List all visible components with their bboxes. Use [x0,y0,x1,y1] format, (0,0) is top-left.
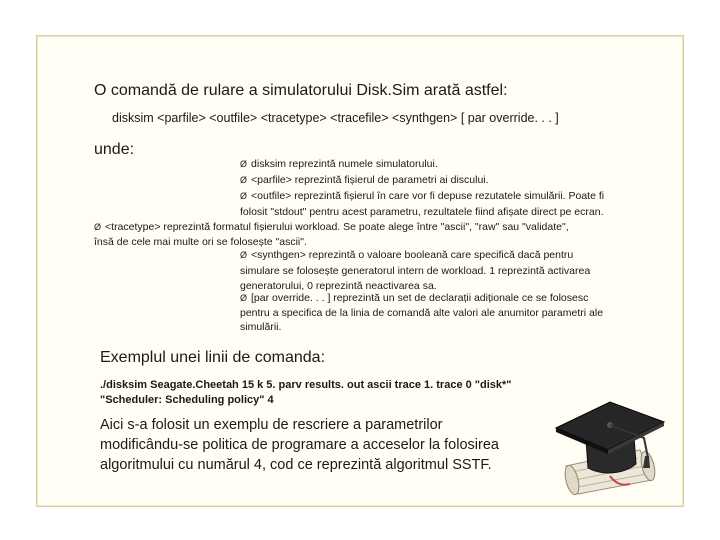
bullet-item-continuation: generatorului, 0 reprezintă neactivarea sa. [240,280,437,292]
arrow-bullet-icon: Ø [240,293,248,303]
bullet-item-continuation: însă de cele mai multe ori se folosește "ascii". [94,236,307,248]
arrow-bullet-icon: Ø [240,250,248,260]
bullet-item-continuation: folosit "stdout" pentru acest parametru, rezultatele fiind afișate direct pe ecran. [240,206,604,218]
arrow-bullet-icon: Ø [94,222,102,232]
bullet-item: Ø <tracetype> reprezintă formatul fișierului workload. Se poate alege între "ascii", "raw" sau "validate", [94,221,569,233]
graduation-cap-icon [548,388,668,498]
unde-label: unde: [94,141,135,158]
bullet-item-continuation: pentru a specifica de la linia de comandă alte valori ale anumitor parametri ale [240,307,604,319]
bullet-item-continuation: simulare se folosește generatorul intern de workload. 1 reprezintă activarea [240,265,591,277]
arrow-bullet-icon: Ø [240,175,248,185]
example-command: ./disksim Seagate.Cheetah 15 k 5. parv results. out ascii trace 1. trace 0 "disk*" "Scheduler: Scheduling policy" 4 [100,379,512,406]
bullet-item-continuation: simulării. [240,321,282,333]
bullet-item: Ø [par override. . . ] reprezintă un set de declarații adiționale ce se folosesc [240,292,589,304]
example-heading: Exemplul unei linii de comanda: [100,349,326,366]
bullet-item: Ø <outfile> reprezintă fișierul în care vor fi depuse rezutatele simulării. Poate fi [240,190,605,202]
bullet-item: Ø <parfile> reprezintă fișierul de parametri ai discului. [240,174,489,186]
bullet-item: Ø <synthgen> reprezintă o valoare booleană care specifică dacă pentru [240,249,574,261]
slide-title: O comandă de rulare a simulatorului Disk.Sim arată astfel: [94,82,508,99]
command-syntax: disksim <parfile> <outfile> <tracetype> <tracefile> <synthgen> [ par override. . . ] [112,111,559,125]
arrow-bullet-icon: Ø [240,191,248,201]
arrow-bullet-icon: Ø [240,159,248,169]
explanation-paragraph: Aici s-a folosit un exemplu de rescriere a parametrilor modificându-se politica de programare a acceselor la folosirea algoritmului cu numărul 4, cod ce reprezintă algoritmul SSTF. [100,417,499,473]
bullet-item: Ø disksim reprezintă numele simulatorului. [240,158,438,170]
